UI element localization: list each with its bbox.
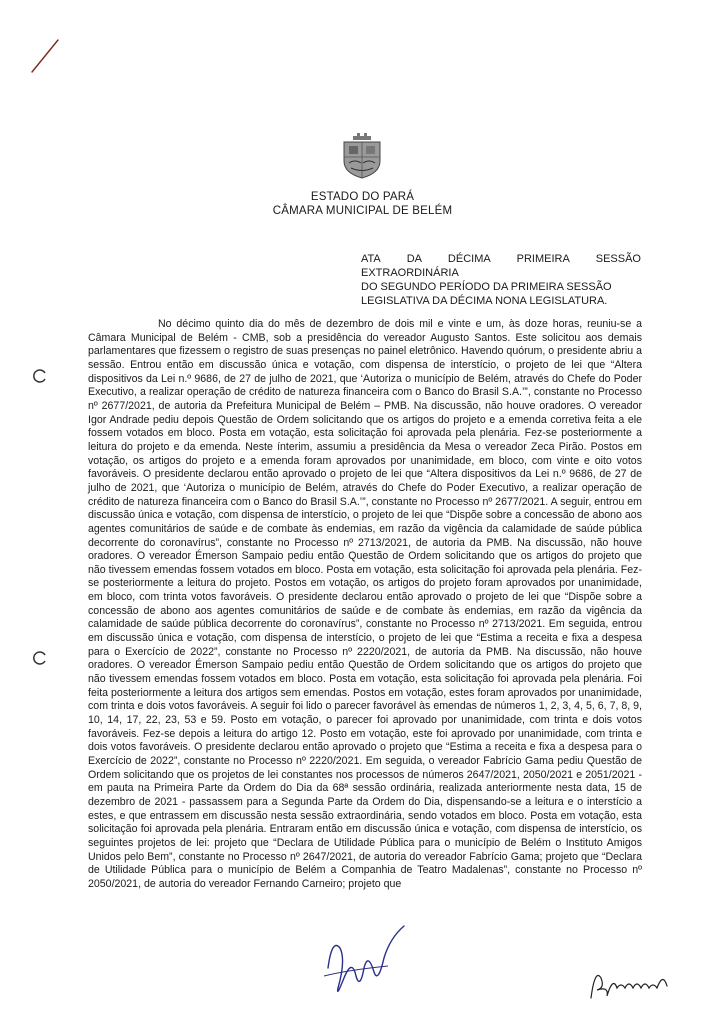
title-line: LEGISLATIVA DA DÉCIMA NONA LEGISLATURA. [361,295,608,307]
body-paragraph: No décimo quinto dia do mês de dezembro de dois mil e vinte e um, às doze horas, reuniu-se a Câmara Municipal de Belém - CMB, sob a presidência do vereador Augusto Santos. Este solicitou aos demais parlamentares que fizessem o registro de suas presenças no painel eletrônico. Havendo quórum, o presidente abriu a sessão. Entrou então em discussão única e votação, com dispensa de interstício, o projeto de lei que “Altera dispositivos da Lei n.º 9686, de 27 de julho de 2021, que ‘Autoriza o município de Belém, através do Chefe do Poder Executivo, a realizar operação de crédito de natureza financeira com o Banco do Brasil S.A.’”, constante no Processo nº 2677/2021, de autoria da Prefeitura Municipal de Belém – PMB. Na discussão, não houve oradores. O vereador Igor Andrade pediu depois Questão de Ordem solicitando que os artigos do projeto e a emenda corretiva feita a ele fossem votados em bloco. Posta em votação, esta solicitação foi aprovada pela plenária. Fez-se posteriormente a leitura do projeto e da emenda. Neste ínterim, assumiu a presidência da Mesa o vereador Zeca Pirão. Postos em votação, os artigos do projeto e a emenda foram aprovados por unanimidade, em bloco, com vinte e oito votos favoráveis. O presidente declarou então aprovado o projeto de lei que “Altera dispositivos da Lei n.º 9686, de 27 de julho de 2021, que ‘Autoriza o município de Belém, através do Chefe do Poder Executivo, a realizar operação de crédito de natureza financeira com o Banco do Brasil S.A.’”, constante no Processo nº 2677/2021. A seguir, entrou em discussão única e votação, com dispensa de interstício, o projeto de lei que “Dispõe sobre a concessão de abono aos agentes comunitários de saúde e de combate às endemias, em razão da vigência da calamidade de saúde pública decorrente do coronavírus”, constante no Processo nº 2713/2021, de autoria da PMB. Na discussão, não houve oradores. O vereador Émerson Sampaio pediu então Questão de Ordem solicitando que os artigos do projeto que não tivessem emendas fossem votados em bloco. Posta em votação, esta solicitação foi aprovada pela plenária. Fez-se posteriormente a leitura do projeto. Postos em votação, os artigos do projeto foram aprovados por unanimidade, em bloco, com trinta votos favoráveis. O presidente declarou então aprovado o projeto de lei que “Dispõe sobre a concessão de abono aos agentes comunitários de saúde e de combate às endemias, em razão da vigência da calamidade de saúde pública decorrente do coronavírus”, constante no Processo nº 2713/2021. Em seguida, entrou em discussão única e votação, com dispensa de interstício, o projeto de lei que “Estima a receita e fixa a despesa para o Exercício de 2022”, constante no Processo nº 2220/2021, de autoria da PMB. Na discussão, não houve oradores. O vereador Émerson Sampaio pediu então Questão de Ordem solicitando que os artigos do projeto que não tivessem emendas fossem votados em bloco. Posta em votação, esta solicitação foi aprovada pela plenária. Foi feita posteriormente a leitura dos artigos sem emendas. Postos em votação, estes foram aprovados por unanimidade, com trinta e dois votos favoráveis. A seguir foi lido o parecer favorável às emendas de números 1, 2, 3, 4, 5, 6, 7, 8, 9, 10, 14, 17, 22, 23, 53 e 59. Posto em votação, o parecer foi aprovado por unanimidade, com trinta e dois votos favoráveis. Fez-se depois a leitura do artigo 12. Posto em votação, este foi aprovado por unanimidade, com trinta e dois votos favoráveis. O presidente declarou então aprovado o projeto que “Estima a receita e fixa a despesa para o Exercício de 2022”, constante no Processo nº 2220/2021. Em seguida, o vereador Fabrício Gama pediu Questão de Ordem solicitando que os projetos de lei constantes nos processos de números 2647/2021, 2050/2021 e 2051/2021 - em pauta na Primeira Parte da Ordem do Dia da 68ª sessão ordinária, realizada anteriormente nesta data, 15 de dezembro de 2021 - passassem para a Segunda Parte da Ordem do Dia, dispensando-se a leitura e o interstício a estes, e que entrassem em discussão nesta sessão extraordinária, sendo votados em bloco. Posta em votação, esta solicitação foi aprovada pela plenária. Entraram então em discussão única e votação, com dispensa de interstício, os seguintes projetos de lei: projeto que “Declara de Utilidade Pública para o município de Belém o Instituto Amigos Unidos pelo Bem”, constante no Processo nº 2647/2021, de autoria do vereador Fabrício Gama; projeto que “Declara de Utilidade Pública para o município de Belém a Companhia de Teatro Madalenas”, constante no Processo nº 2050/2021, de autoria do vereador Fernando Carneiro; projeto que [88,318,642,890]
minutes-title [361,252,641,308]
coat-of-arms-icon [341,133,383,179]
pen-stroke-mark [28,36,68,76]
punch-hole-icon [32,650,48,666]
signature-left [318,918,408,1003]
minutes-body [88,318,642,892]
signature-right [587,958,677,1008]
chamber-heading: CÂMARA MUNICIPAL DE BELÉM [272,205,453,217]
punch-hole-icon [32,368,48,384]
title-line: DO SEGUNDO PERÍODO DA PRIMEIRA SESSÃO [361,281,612,293]
state-heading: ESTADO DO PARÁ [310,191,415,203]
title-line: ATA DA DÉCIMA PRIMEIRA SESSÃO EXTRAORDINÁRIA [361,253,641,279]
